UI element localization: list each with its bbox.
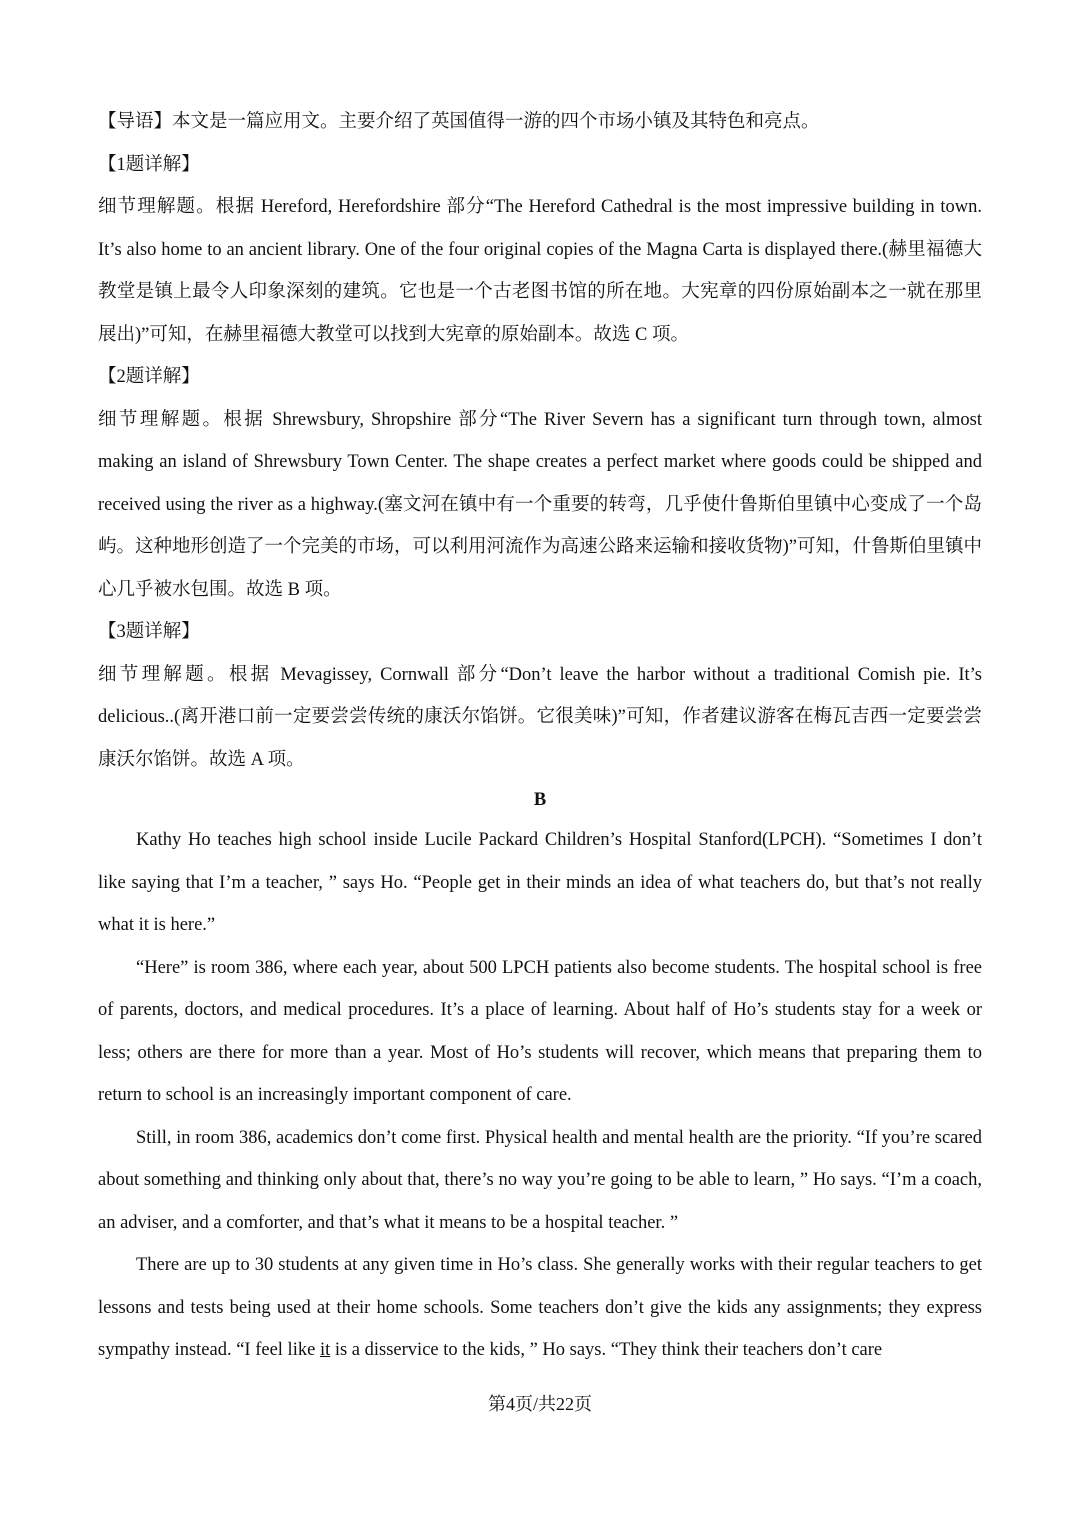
paragraph-4-text-after: is a disservice to the kids, ” Ho says. “They think their teachers don’t care: [330, 1340, 883, 1360]
q2-title: 【2题详解】: [98, 367, 200, 387]
underlined-word: it: [319, 1340, 331, 1360]
intro-paragraph: 【导语】本文是一篇应用文。主要介绍了英国值得一游的四个市场小镇及其特色和亮点。: [98, 112, 820, 132]
q2-explanation: 细节理解题。根据 Shrewsbury, Shropshire 部分“The River Severn has a significant turn through town, almost making an island of Shrewsbury Town Center. The shape creates a perfect market where goods could be shipped and received using the river as a highway.(塞文河在镇中有一个重要的转弯，几乎使什鲁斯伯里镇中心变成了一个岛屿。这种地形创造了一个完美的市场，可以利用河流作为高速公路来运输和接收货物)”可知，什鲁斯伯里镇中心几乎被水包围。故选 B 项。: [98, 409, 982, 600]
page-content: [98, 101, 982, 1372]
q1-explanation: 细节理解题。根据 Hereford, Herefordshire 部分“The Hereford Cathedral is the most impressive building in town. It’s also home to an ancient library. One of the four original copies of the Magna Carta is displayed there.(赫里福德大教堂是镇上最令人印象深刻的建筑。它也是一个古老图书馆的所在地。大宪章的四份原始副本之一就在那里展出)”可知，在赫里福德大教堂可以找到大宪章的原始副本。故选 C 项。: [98, 197, 982, 345]
passage-b-heading: B: [533, 790, 547, 810]
q1-title: 【1题详解】: [98, 154, 200, 175]
passage-b-paragraph-1: Kathy Ho teaches high school inside Lucile Packard Children’s Hospital Stanford(LPCH). “Sometimes I don’t like saying that I’m a teacher, ” says Ho. “People get in their minds an idea of what teachers do, but that’s not really what it is here.”: [98, 830, 982, 935]
passage-b-paragraph-4: [98, 1244, 982, 1372]
passage-b-paragraph-3: Still, in room 386, academics don’t come first. Physical health and mental health are the priority. “If you’re scared about something and thinking only about that, there’s no way you’re going to be able to learn, ” Ho says. “I’m a coach, an adviser, and a comforter, and that’s what it means to be a hospital teacher. ”: [98, 1127, 982, 1233]
passage-b-paragraph-2: “Here” is room 386, where each year, about 500 LPCH patients also become students. The hospital school is free of parents, doctors, and medical procedures. It’s a place of learning. About half of Ho’s students stay for a week or less; others are there for more than a year. Most of Ho’s students will recover, which means that preparing them to return to school is an increasingly important component of care.: [98, 957, 982, 1105]
q3-explanation: 细节理解题。根据 Mevagissey, Cornwall 部分“Don’t leave the harbor without a traditional Comish pie. It’s delicious..(离开港口前一定要尝尝传统的康沃尔馅饼。它很美味)”可知，作者建议游客在梅瓦吉西一定要尝尝康沃尔馅饼。故选 A 项。: [98, 664, 982, 770]
page-number-footer: 第4页/共22页: [487, 1394, 592, 1414]
q3-title: 【3题详解】: [98, 622, 200, 642]
paragraph-4-text-before: There are up to 30 students at any given time in Ho’s class. She generally works with their regular teachers to get lessons and tests being used at their home schools. Some teachers don’t give the kids any assignments; they express sympathy instead. “I feel like: [98, 1255, 982, 1360]
